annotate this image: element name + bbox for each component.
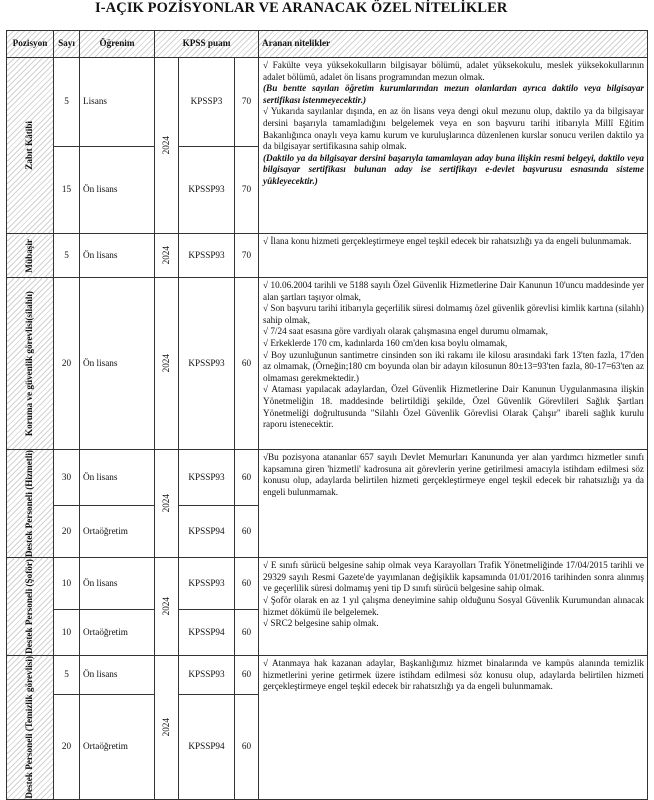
requirement-item: √ Son başvuru tarihi itibarıyla geçerlilik süresi dolmamış özel güvenlik görevlisi kimlik kartına (silahlı) sahip olmak, [263,303,644,325]
position-name-cell [7,58,54,234]
sayi-cell: 5 [54,234,80,278]
header-kpss: KPSS puanı [155,31,259,58]
position-name: Zabıt Kâtibi [24,121,35,170]
header-ogrenim: Öğrenim [80,31,155,58]
table-row [7,656,648,695]
year-label: 2024 [160,246,171,265]
year-cell [155,234,179,278]
ogrenim-cell: Ön lisans [80,234,155,278]
sayi-cell: 30 [54,450,80,506]
position-name-cell [7,558,54,656]
table-row [7,278,648,450]
sayi-cell: 10 [54,610,80,656]
kpss-type-cell: KPSSP94 [179,610,235,656]
position-name-cell [7,278,54,450]
header-nitelikler: Aranan nitelikler [259,31,648,58]
requirements-cell [259,656,648,800]
kpss-score-cell: 60 [235,278,259,450]
page-title: I-AÇIK POZİSYONLAR VE ARANACAK ÖZEL NİTELİKLER [95,0,508,16]
table-row [7,450,648,506]
table-body [7,58,648,800]
kpss-type-cell: KPSSP94 [179,506,235,558]
requirement-item: √ SRC2 belgesine sahip olmak. [263,618,379,629]
year-cell [155,278,179,450]
kpss-score-cell: 60 [235,506,259,558]
year-label: 2024 [160,494,171,513]
sayi-cell: 10 [54,558,80,610]
requirements-cell [259,58,648,234]
requirement-item: √ E sınıfı sürücü belgesine sahip olmak veya Karayolları Trafik Yönetmeliğinde 17/04/2015 tarihli ve 29329 sayılı Resmi Gazete'de yayımlanan değişiklik kapsamında 01/01/2016 tarihinden sonra alınmış ve geçerlilik süresi dolmamış yeni tip D sınıfı sürücü belgesine sahip olmak. [263,560,644,594]
kpss-score-cell: 70 [235,58,259,147]
year-cell [155,656,179,800]
kpss-type-cell: KPSSP93 [179,278,235,450]
kpss-score-cell: 60 [235,450,259,506]
kpss-type-cell: KPSSP93 [179,147,235,234]
requirements-cell [259,558,648,656]
ogrenim-cell: Ön lisans [80,656,155,695]
table-row [7,234,648,278]
kpss-score-cell: 70 [235,234,259,278]
position-name: Koruma ve güvenlik görevlisi(silahlı) [24,290,35,437]
year-cell [155,558,179,656]
position-name: Destek Personeli (Temizlik görevlisi) [24,656,35,799]
kpss-score-cell: 60 [235,694,259,799]
position-name: Destek Personeli (Hizmetli) [24,450,35,558]
ogrenim-cell: Ön lisans [80,450,155,506]
kpss-score-cell: 60 [235,656,259,695]
ogrenim-cell: Ön lisans [80,558,155,610]
kpss-score-cell: 70 [235,147,259,234]
ogrenim-cell: Ortaöğretim [80,694,155,799]
requirement-item: √ Ataması yapılacak adaylardan, Özel Güvenlik Hizmetlerine Dair Kanunun Uygulanmasına ilişkin Yönetmeliğin 18. maddesinde belirtildiği şekilde, Özel Güvenlik Görevlileri Sağlık Şartları Yönetmeliği doğrultusunda "Silahlı Özel Güvenlik Görevlisi Olarak Çalışır" ibareli sağlık kurulu raporu istenecektir. [263,384,644,430]
kpss-type-cell: KPSSP94 [179,694,235,799]
kpss-type-cell: KPSSP3 [179,58,235,147]
year-label: 2024 [160,597,171,616]
position-name-cell [7,656,54,800]
sayi-cell: 20 [54,694,80,799]
year-label: 2024 [160,718,171,737]
header-pozisyon: Pozisyon [7,31,54,58]
kpss-score-cell: 60 [235,610,259,656]
position-name: Destek Personeli (Şoför) [24,559,35,655]
year-cell [155,450,179,558]
table-row [7,58,648,147]
positions-table [6,30,648,800]
requirement-item: √ Yukarıda sayılanlar dışında, en az ön lisans veya dengi okul mezunu olup, daktilo ya da bilgisayar dersini başarıyla tamamladığını belgelemek veya en son başvuru tarihi itibarıyla Millî Eğitim Bakanlığınca onaylı veya kamu kurum ve kuruluşlarınca düzenlenen kurslar sonucu verilen daktilo ya da bilgisayar sertifikasına sahip olmak. [263,106,644,152]
requirements-cell [259,450,648,558]
year-label: 2024 [160,136,171,155]
kpss-type-cell: KPSSP93 [179,558,235,610]
requirements-cell [259,278,648,450]
table-row [7,558,648,610]
requirement-item: √ Şoför olarak en az 1 yıl çalışma deneyimine sahip olduğunu Sosyal Güvenlik Kurumundan alınacak hizmet dökümü ile belgelemek. [263,594,644,617]
requirement-item: √Bu pozisyona atananlar 657 sayılı Devlet Memurları Kanununda yer alan yardımcı hizmetler sınıfı kapsamına giren 'hizmetli' kadrosuna ait görevlerin yerine getirilmesi amacıyla istihdam edilmesi söz konusu olup, adaylarda belirtilen hizmeti gerçekleştirmeye engel teşkil edecek bir rahatsızlığı ya da engeli bulunmamak. [263,452,644,497]
year-label: 2024 [160,354,171,373]
ogrenim-cell: Ortaöğretim [80,610,155,656]
requirement-item: √ Boy uzunluğunun santimetre cinsinden son iki rakamı ile kilosu arasındaki fark 13'ten fazla, 17'den az olmamak, (Örneğin;180 cm boyunda olan bir adayın kilosunun 80±13=93'ten fazla, 80-17=63'ten az olmaması gerekmektedir.) [263,349,644,383]
sayi-cell: 20 [54,506,80,558]
kpss-score-cell: 60 [235,558,259,610]
sayi-cell: 5 [54,58,80,147]
requirement-item: √ Atanmaya hak kazanan adaylar, Başkanlığımız hizmet binalarında ve kampüs alanında temizlik hizmetlerini yerine getirmek üzere istihdam edilmesi söz konusu olup, adaylarda belirtilen hizmeti gerçekleştirmeye engel teşkil edecek bir rahatsızlığı ya da engeli bulunmamak. [263,658,644,692]
position-name-cell [7,450,54,558]
sayi-cell: 20 [54,278,80,450]
requirements-cell [259,234,648,278]
requirement-item [263,153,644,188]
kpss-type-cell: KPSSP93 [179,656,235,695]
position-name: Mübaşir [24,238,35,273]
requirement-item: √ İlana konu hizmeti gerçekleştirmeye engel teşkil edecek bir rahatsızlığı ya da engeli bulunmamak. [263,236,632,246]
sayi-cell: 15 [54,147,80,234]
ogrenim-cell: Lisans [80,58,155,147]
requirement-note: (Bu bentte sayılan öğretim kurumlarından mezun olanlardan ayrıca daktilo veya bilgisayar sertifikası istenmeyecektir.) [263,83,644,105]
table-header-row [7,31,648,58]
position-name-cell [7,234,54,278]
year-cell [155,58,179,234]
requirement-item: √ Fakülte veya yüksekokulların bilgisayar bölümü, adalet yüksekokulu, meslek yüksekokullarının adalet bölümü, adalet ön lisans programından mezun olmak. [263,60,644,82]
ogrenim-cell: Ön lisans [80,278,155,450]
kpss-type-cell: KPSSP93 [179,234,235,278]
ogrenim-cell: Ortaöğretim [80,506,155,558]
requirement-item: √ 7/24 saat esasına göre vardiyalı olarak çalışmasına engel durumu olmamak, [263,326,548,337]
requirement-item: √ 10.06.2004 tarihli ve 5188 sayılı Özel Güvenlik Hizmetlerine Dair Kanunun 10'uncu maddesinde yer alan şartları taşıyor olmak, [263,280,644,302]
requirement-item: √ Erkeklerde 170 cm, kadınlarda 160 cm'den kısa boylu olmamak, [263,337,508,348]
requirement-item [263,83,644,106]
kpss-type-cell: KPSSP93 [179,450,235,506]
requirement-note: (Daktilo ya da bilgisayar dersini başarıyla tamamlayan aday buna ilişkin resmi belgeyi, daktilo veya bilgisayar sertifikası bulunan aday ise sertifikayı e-devlet başvurusu esnasında sisteme yükleyecektir.) [263,152,644,186]
header-sayi: Sayı [54,31,80,58]
ogrenim-cell: Ön lisans [80,147,155,234]
sayi-cell: 5 [54,656,80,695]
